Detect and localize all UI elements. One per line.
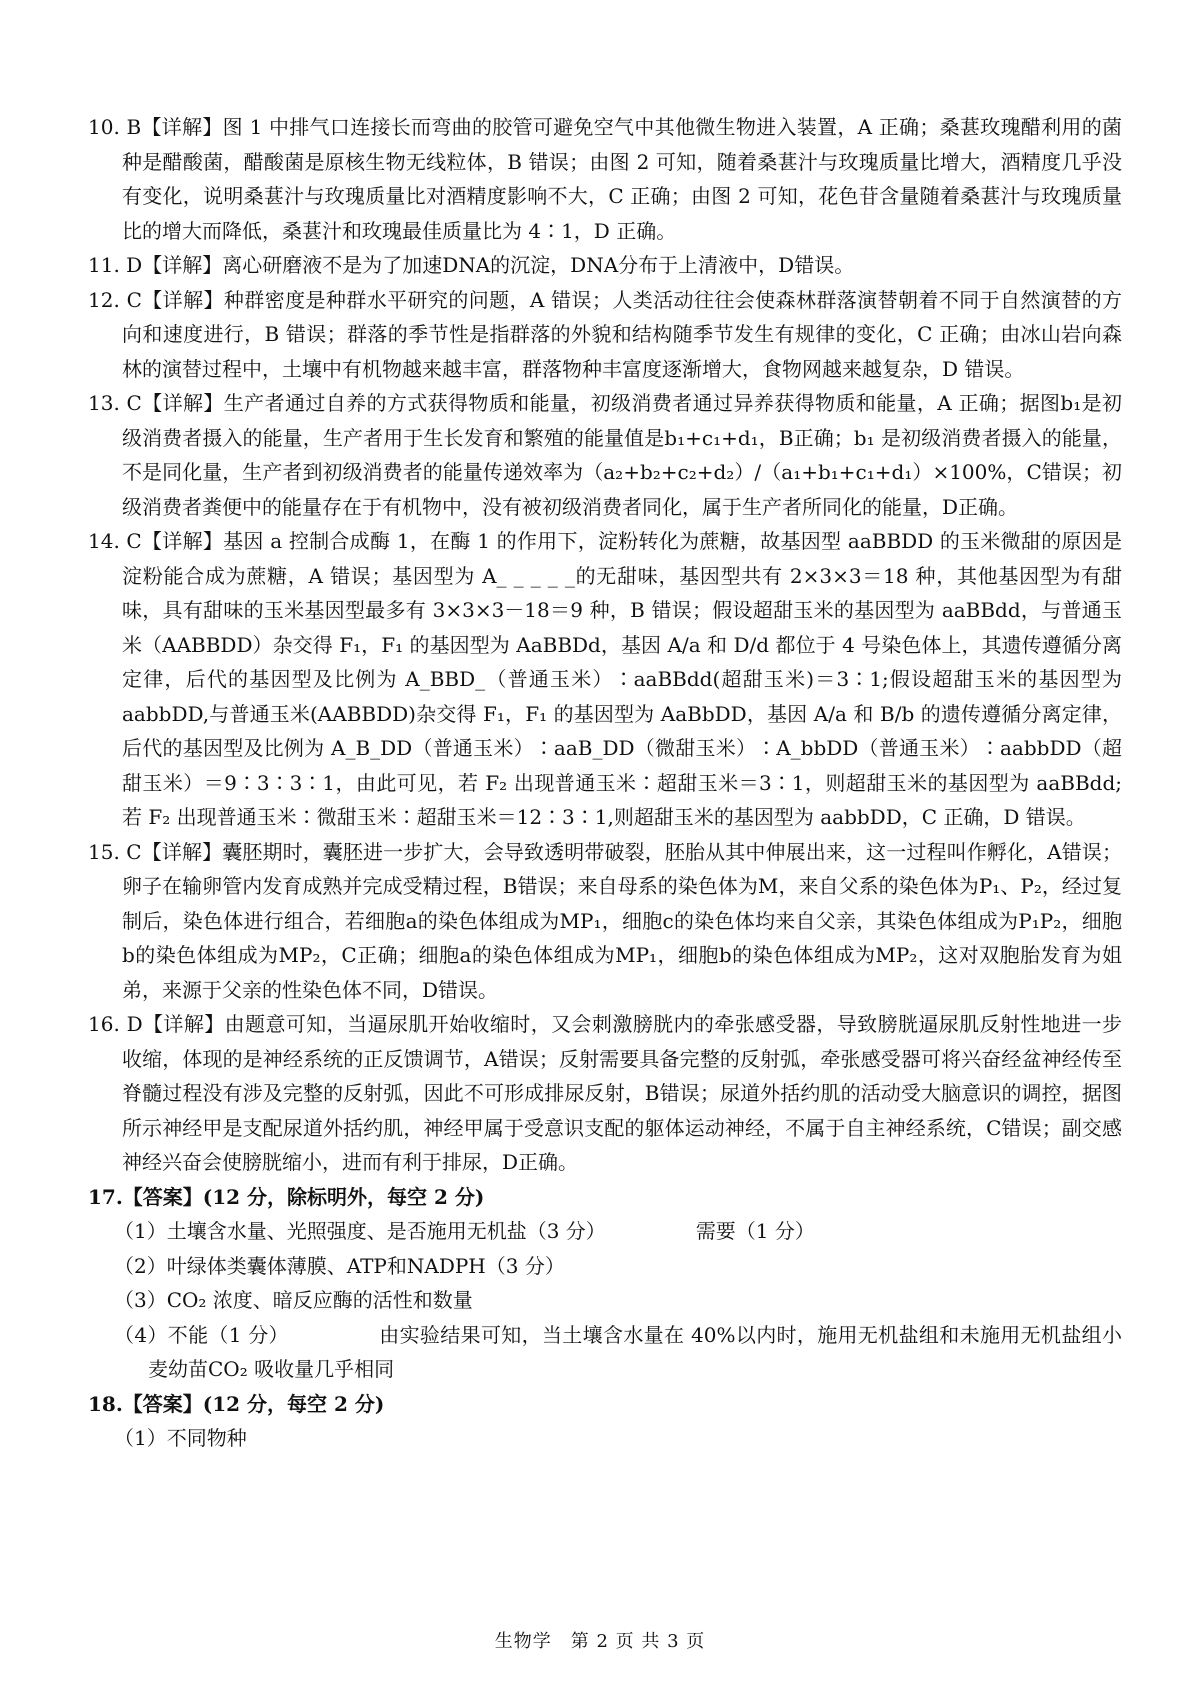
explanation-16 bbox=[88, 1007, 1122, 1180]
explanation-15 bbox=[88, 835, 1122, 1008]
explanation-tag: 【详解】 bbox=[142, 1012, 225, 1036]
question-number: 15. C bbox=[88, 839, 142, 864]
explanation-13 bbox=[88, 386, 1122, 524]
explanation-tag: 【详解】 bbox=[141, 529, 224, 553]
answer-17-part-3: （3）CO₂ 浓度、暗反应酶的活性和数量 bbox=[114, 1288, 473, 1312]
explanation-14 bbox=[88, 524, 1122, 835]
page-footer: 生物学 第 2 页 共 3 页 bbox=[494, 1631, 706, 1652]
answer-18-part-1: （1）不同物种 bbox=[114, 1426, 247, 1450]
answer-text: 需要（1 分） bbox=[695, 1219, 815, 1243]
question-number: 11. D bbox=[88, 253, 143, 277]
explanation-text: 离心研磨液不是为了加速DNA的沉淀，DNA分布于上清液中，D错误。 bbox=[222, 253, 855, 277]
explanation-text: 种群密度是种群水平研究的问题，A 错误；人类活动往往会使森林群落演替朝着不同于自然演替的方向和速度进行，B 错误；群落的季节性是指群落的外貌和结构随季节发生有规律的变化，C 正确；由冰山岩向森林的演替过程中，土壤中有机物越来越丰富，群落物种丰富度逐渐增大，食物网越来越复杂，D 错误。 bbox=[122, 287, 1122, 381]
explanation-text: 由题意可知，当逼尿肌开始收缩时，又会刺激膀胱内的牵张感受器，导致膀胱逼尿肌反射性地进一步收缩，体现的是神经系统的正反馈调节，A错误；反射需要具备完整的反射弧，牵张感受器可将兴奋经盆神经传至脊髓过程没有涉及完整的反射弧，因此不可形成排尿反射，B错误；尿道外括约肌的活动受大脑意识的调控，据图所示神经甲是支配尿道外括约肌，神经甲属于受意识支配的躯体运动神经，不属于自主神经系统，C错误；副交感神经兴奋会使膀胱缩小，进而有利于排尿，D正确。 bbox=[122, 1012, 1123, 1174]
question-number: 10. B bbox=[88, 115, 142, 139]
question-number: 14. C bbox=[88, 529, 142, 553]
explanation-12 bbox=[88, 283, 1122, 387]
answer-18-heading: 18.【答案】(12 分，每空 2 分) bbox=[88, 1391, 385, 1416]
answer-text: （4）不能（1 分） bbox=[114, 1322, 289, 1347]
explanation-10 bbox=[88, 110, 1122, 248]
explanation-tag: 【详解】 bbox=[141, 391, 224, 415]
question-number: 16. D bbox=[88, 1012, 143, 1036]
question-number: 13. C bbox=[88, 391, 142, 415]
answer-text: （1）土壤含水量、光照强度、是否施用无机盐（3 分） bbox=[114, 1219, 606, 1243]
explanation-tag: 【详解】 bbox=[142, 253, 223, 277]
explanation-tag: 【详解】 bbox=[141, 287, 224, 312]
explanation-text: 生产者通过自养的方式获得物质和能量，初级消费者通过异养获得物质和能量，A 正确；据图b₁是初级消费者摄入的能量，生产者用于生长发育和繁殖的能量值是b₁+c₁+d₁，B正确；b₁ 是初级消费者摄入的能量，不是同化量，生产者到初级消费者的能量传递效率为（a₂+b₂+c₂+d₂）/（a₁+b₁+c₁+d₁）×100%，C错误；初级消费者粪便中的能量存在于有机物中，没有被初级消费者同化，属于生产者所同化的能量，D正确。 bbox=[122, 391, 1123, 519]
explanation-tag: 【详解】 bbox=[141, 115, 223, 139]
explanation-text: 图 1 中排气口连接长而弯曲的胶管可避免空气中其他微生物进入装置，A 正确；桑葚玫瑰醋利用的菌种是醋酸菌，醋酸菌是原核生物无线粒体，B 错误；由图 2 可知，随着桑葚汁与玫瑰质量比增大，酒精度几乎没有变化，说明桑葚汁与玫瑰质量比对酒精度影响不大，C 正确；由图 2 可知，花色苷含量随着桑葚汁与玫瑰质量比的增大而降低，桑葚汁和玫瑰最佳质量比为 4∶1，D 正确。 bbox=[122, 115, 1123, 243]
answer-17-part-1 bbox=[88, 1214, 1122, 1249]
answer-17-part-4 bbox=[88, 1318, 1122, 1387]
explanation-11 bbox=[88, 248, 1122, 283]
explanation-text: 囊胚期时，囊胚进一步扩大，会导致透明带破裂，胚胎从其中伸展出来，这一过程叫作孵化，A错误；卵子在输卵管内发育成熟并完成受精过程，B错误；来自母系的染色体为M，来自父系的染色体为P₁、P₂，经过复制后，染色体进行组合，若细胞a的染色体组成为MP₁，细胞c的染色体均来自父亲，其染色体组成为P₁P₂，细胞b的染色体组成为MP₂，C正确；细胞a的染色体组成为MP₁，细胞b的染色体组成为MP₂，这对双胞胎发育为姐弟，来源于父亲的性染色体不同，D错误。 bbox=[122, 839, 1122, 1002]
explanation-text: 基因 a 控制合成酶 1，在酶 1 的作用下，淀粉转化为蔗糖，故基因型 aaBBDD 的玉米微甜的原因是淀粉能合成为蔗糖，A 错误；基因型为 A_ _ _ _ _的无甜味，基因型共有 2×3×3＝18 种，其他基因型为有甜味，具有甜味的玉米基因型最多有 3×3×3－18＝9 种，B 错误；假设超甜玉米的基因型为 aaBBdd，与普通玉米（AABBDD）杂交得 F₁，F₁ 的基因型为 AaBBDd，基因 A/a 和 D/d 都位于 4 号染色体上，其遗传遵循分离定律，后代的基因型及比例为 A_BBD_（普通玉米）∶aaBBdd(超甜玉米)＝3∶1;假设超甜玉米的基因型为 aabbDD,与普通玉米(AABBDD)杂交得 F₁，F₁ 的基因型为 AaBbDD，基因 A/a 和 B/b 的遗传遵循分离定律，后代的基因型及比例为 A_B_DD（普通玉米）∶aaB_DD（微甜玉米）∶A_bbDD（普通玉米）∶aabbDD（超甜玉米）＝9∶3∶3∶1，由此可见，若 F₂ 出现普通玉米∶超甜玉米＝3∶1，则超甜玉米的基因型为 aaBBdd;若 F₂ 出现普通玉米∶微甜玉米∶超甜玉米＝12∶3∶1,则超甜玉米的基因型为 aabbDD，C 正确，D 错误。 bbox=[122, 529, 1123, 829]
answer-text: 由实验结果可知，当土壤含水量在 40%以内时，施用无机盐组和未施用无机盐组小麦幼苗CO₂ 吸收量几乎相同 bbox=[148, 1322, 1123, 1381]
explanation-tag: 【详解】 bbox=[141, 839, 223, 864]
answer-17-heading: 17.【答案】(12 分，除标明外，每空 2 分) bbox=[88, 1184, 485, 1209]
answer-17-part-2: （2）叶绿体类囊体薄膜、ATP和NADPH（3 分） bbox=[114, 1253, 565, 1278]
answer-content bbox=[88, 110, 1122, 1456]
question-number: 12. C bbox=[88, 287, 142, 312]
